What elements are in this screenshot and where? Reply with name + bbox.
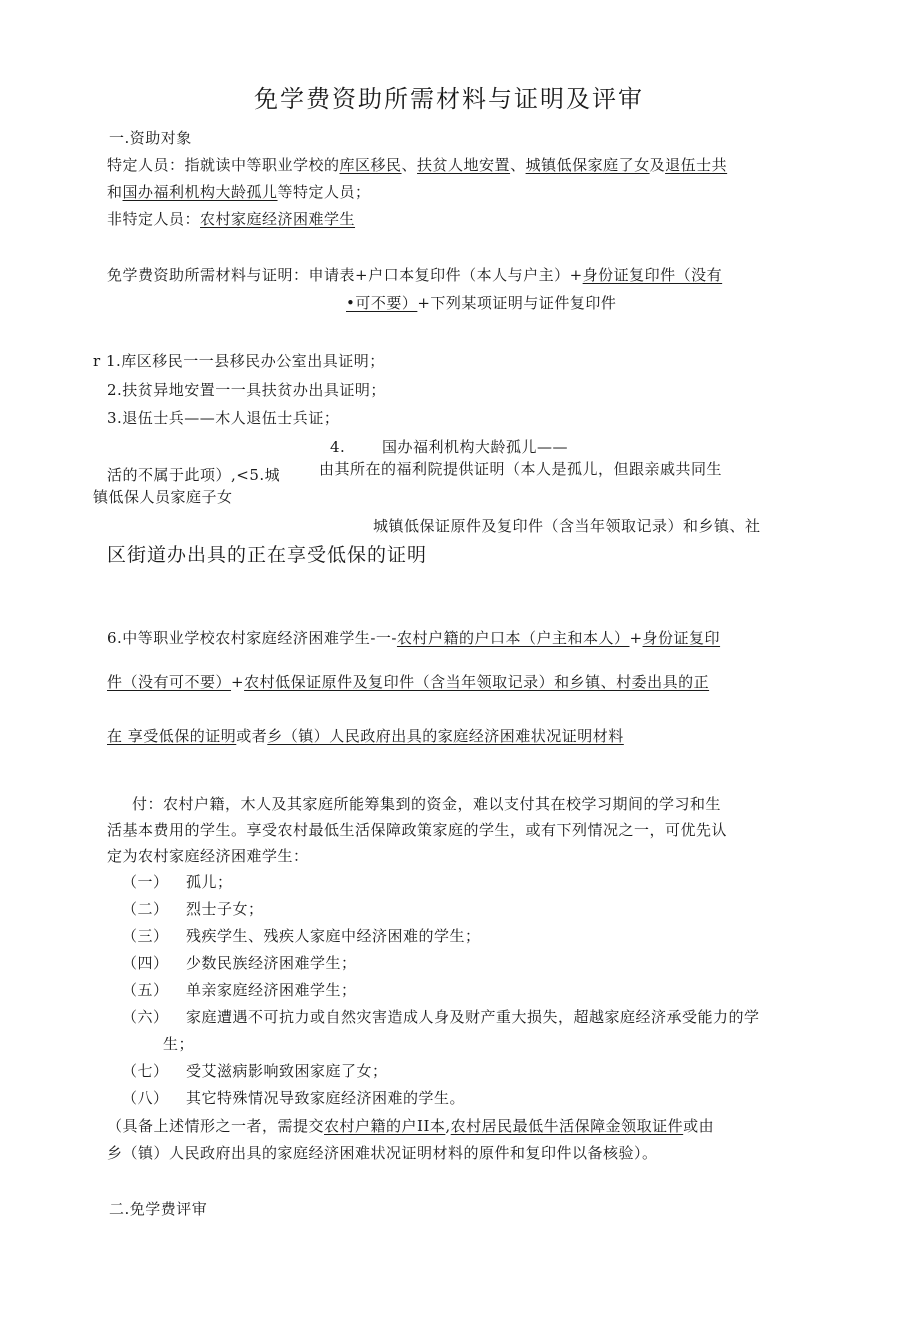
- list-number: （三）: [122, 927, 169, 945]
- list-number: （一）: [122, 873, 169, 891]
- list-item-number: 4.: [330, 438, 346, 456]
- list-text: 受艾滋病影响致困家庭了女；: [186, 1062, 388, 1080]
- section-heading-1: 一.资助对象: [109, 129, 192, 147]
- target-specific-line-2: 和国办福利机构大龄孤儿等特定人员；: [107, 183, 371, 201]
- list-text: 家庭遭遇不可抗力或自然灾害造成人身及财产重大损失，超越家庭经济承受能力的学: [186, 1008, 760, 1026]
- list-item: 城镇低保证原件及复印件（含当年领取记录）和乡镇、社: [373, 517, 761, 535]
- target-nonspecific-line: 非特定人员：农村家庭经济困难学生: [107, 210, 356, 228]
- requirements-line-1: 免学费资助所需材料与证明：申请表+户口本复印件（本人与户主）+身份证复印件（没有: [107, 266, 723, 284]
- list-item: 活的不属于此项）,<5.城: [107, 466, 281, 484]
- item6-line-2: 件（没有可不要）+农村低保证原件及复印件（含当年领取记录）和乡镇、村委出具的正: [107, 673, 710, 691]
- list-number: （四）: [122, 954, 169, 972]
- list-item: 由其所在的福利院提供证明（本人是孤儿，但跟亲戚共同生: [319, 460, 723, 478]
- list-text: 单亲家庭经济困难学生；: [186, 981, 357, 999]
- list-text: 残疾学生、残疾人家庭中经济困难的学生；: [186, 927, 481, 945]
- term-poverty-relocation: 扶贫人地安置: [417, 156, 511, 174]
- page-title: 免学费资助所需材料与证明及评审: [254, 85, 644, 113]
- list-text-continued: 生；: [163, 1035, 195, 1053]
- list-number: （五）: [122, 981, 169, 999]
- list-text: 其它特殊情况导致家庭经济困难的学生。: [186, 1089, 466, 1107]
- target-specific-line: 特定人员：指就读中等职业学校的库区移民、扶贫人地安置、城镇低保家庭了女及退伍士共: [107, 156, 728, 174]
- term-reservoir-migrants: 库区移民: [339, 156, 402, 174]
- list-number: （二）: [122, 900, 169, 918]
- closing-line-1: （具备上述情形之一者，需提交农村户籍的户II本,农村居民最低牛活保障金领取证件或由: [107, 1117, 715, 1135]
- section-heading-2: 二.免学费评审: [109, 1200, 208, 1218]
- list-text: 烈士子女；: [186, 900, 264, 918]
- note-line: 活基本费用的学生。享受农村最低生活保障政策家庭的学生，或有下列情况之一，可优先认: [107, 821, 728, 839]
- note-line: 付：农村户籍，木人及其家庭所能筹集到的资金，难以支付其在校学习期间的学习和生: [132, 795, 722, 813]
- list-number: （六）: [122, 1008, 169, 1026]
- item6-line-1: 6.中等职业学校农村家庭经济困难学生-一-农村户籍的户口本（户主和本人）+身份证复印: [107, 629, 721, 647]
- list-number: （八）: [122, 1089, 169, 1107]
- list-item: 区街道办出具的正在享受低保的证明: [107, 544, 428, 566]
- list-text: 少数民族经济困难学生；: [186, 954, 357, 972]
- list-item: r 1.库区移民一一县移民办公室出具证明；: [93, 352, 385, 370]
- term-urban-low-income: 城镇低保家庭了女: [525, 156, 650, 174]
- closing-line-2: 乡（镇）人民政府出具的家庭经济困难状况证明材料的原件和复印件以备核验）。: [107, 1144, 658, 1162]
- term-rural-hardship: 农村家庭经济困难学生: [200, 210, 356, 228]
- list-item: 镇低保人员家庭子女: [93, 488, 233, 506]
- requirements-line-2: •可不要）+下列某项证明与证件复印件: [346, 294, 617, 312]
- list-item: 3.退伍士兵——木人退伍士兵证；: [107, 409, 340, 427]
- term-veterans: 退伍士共: [665, 156, 728, 174]
- item6-line-3: 在 享受低保的证明或者乡（镇）人民政府出具的家庭经济困难状况证明材料: [107, 727, 624, 745]
- list-number: （七）: [122, 1062, 169, 1080]
- term-orphans: 国办福利机构大龄孤儿: [122, 183, 278, 201]
- list-item: 国办福利机构大龄孤儿——: [382, 438, 569, 456]
- list-item: 2.扶贫异地安置一一具扶贫办出具证明；: [107, 381, 386, 399]
- list-text: 孤儿；: [186, 873, 233, 891]
- note-line: 定为农村家庭经济困难学生：: [107, 847, 309, 865]
